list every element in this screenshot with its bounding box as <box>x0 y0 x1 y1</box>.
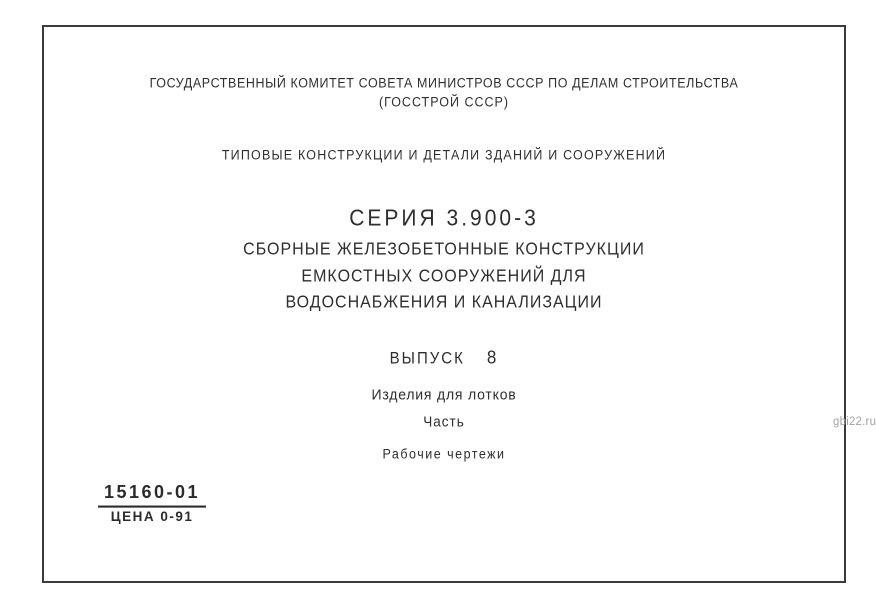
price-label: ЦЕНА 0-91 <box>110 508 194 525</box>
part-label: Часть <box>423 413 465 430</box>
issue-line <box>42 347 846 369</box>
document-number: 15160-01 <box>98 481 206 507</box>
series-subtitle-line3: ВОДОСНАБЖЕНИЯ И КАНАЛИЗАЦИИ <box>285 293 603 312</box>
series-title: СЕРИЯ 3.900-3 <box>349 206 539 231</box>
issue-label: ВЫПУСК <box>389 349 465 368</box>
working-drawings-label: Рабочие чертежи <box>382 446 506 462</box>
organization-name-line2: (ГОССТРОЙ СССР) <box>378 94 510 110</box>
series-subtitle-line1: СБОРНЫЕ ЖЕЛЕЗОБЕТОННЫЕ КОНСТРУКЦИИ <box>243 240 645 259</box>
collection-title: ТИПОВЫЕ КОНСТРУКЦИИ И ДЕТАЛИ ЗДАНИЙ И СООРУЖЕНИЙ <box>221 147 667 163</box>
series-subtitle-line2: ЕМКОСТНЫХ СООРУЖЕНИЙ ДЛЯ <box>301 267 587 286</box>
issue-number: 8 <box>486 347 499 368</box>
document-number-block <box>98 482 206 524</box>
issue-subject: Изделия для лотков <box>371 385 517 403</box>
watermark: gbi22.ru <box>833 416 876 428</box>
organization-name-line1: ГОСУДАРСТВЕННЫЙ КОМИТЕТ СОВЕТА МИНИСТРОВ СССР ПО ДЕЛАМ СТРОИТЕЛЬСТВА <box>149 75 739 91</box>
